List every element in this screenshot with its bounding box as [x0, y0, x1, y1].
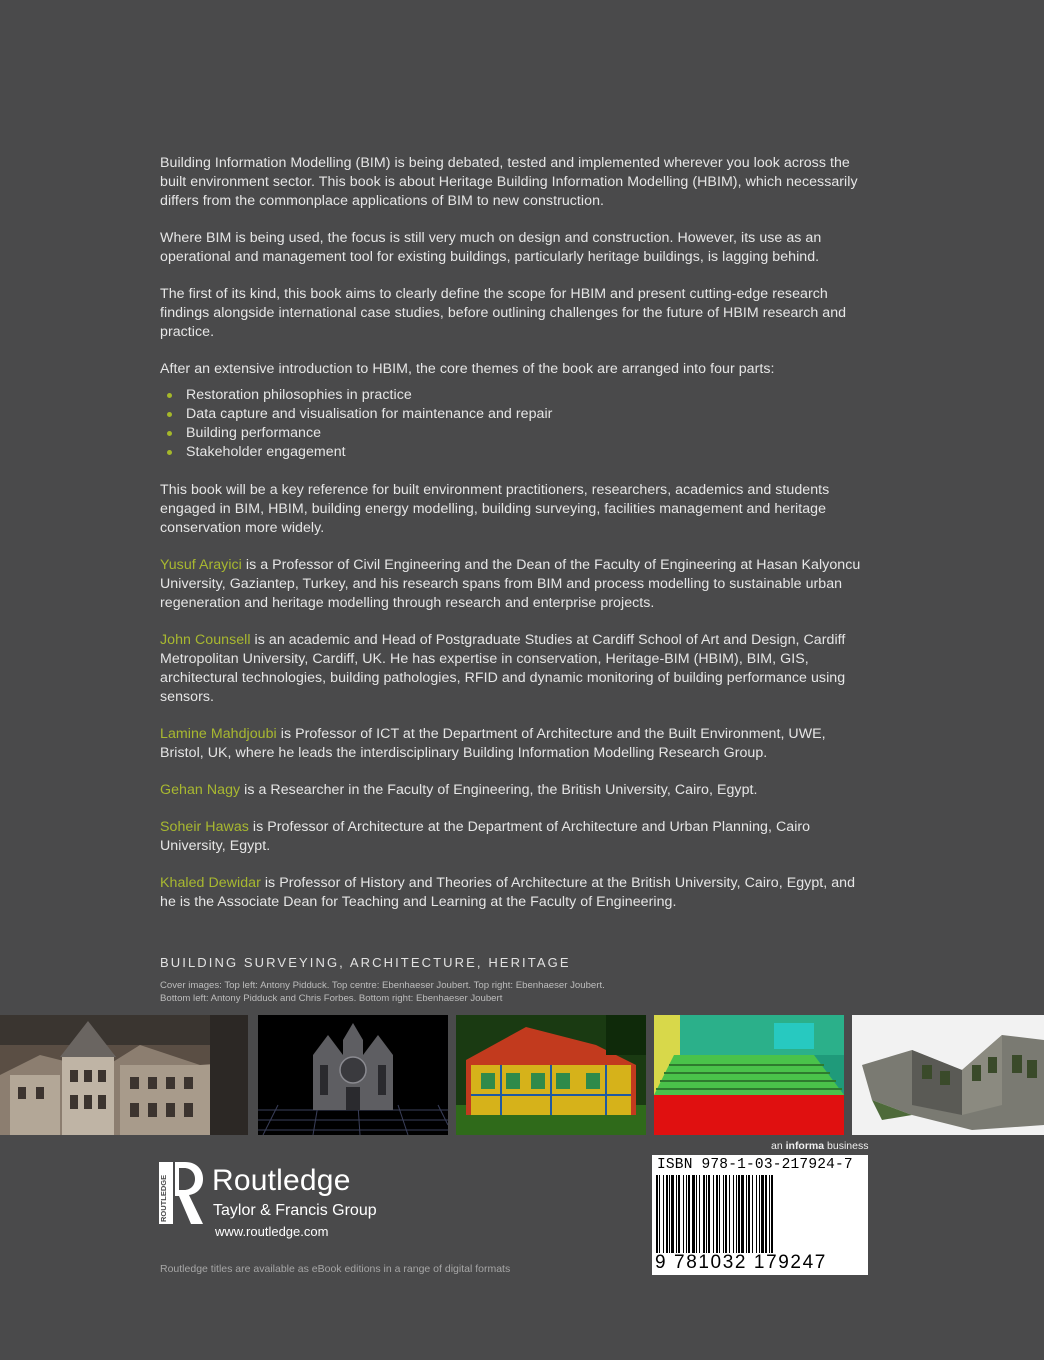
author-bio-text: is Professor of Architecture at the Department of Architecture and Urban Planning, Cairo University, Egypt. [160, 819, 811, 854]
publisher-name: Routledge [212, 1164, 351, 1197]
theme-item: Stakeholder engagement [186, 443, 872, 462]
theme-item: Restoration philosophies in practice [186, 386, 872, 405]
barcode-digits: 9 781032 179247 [655, 1252, 827, 1273]
audience-paragraph: This book will be a key reference for built environment practitioners, researchers, academics and students engaged in BIM, HBIM, building energy modelling, building surveying, facilities management and heritage conservation more widely. [160, 482, 830, 536]
author-bio-text: is Professor of ICT at the Department of Architecture and the Built Environment, UWE, Bristol, UK, where he leads the interdisciplinary Building Information Modelling Research Group. [160, 726, 826, 761]
cover-credits [160, 980, 680, 1005]
scope-paragraph: The first of its kind, this book aims to clearly define the scope for HBIM and present cutting-edge research findings alongside international case studies, before outlining challenges for the future of HBIM research and practice. [160, 286, 847, 340]
routledge-r-mark-icon [159, 1162, 205, 1226]
author-bio-text: is a Professor of Civil Engineering and the Dean of the Faculty of Engineering at Hasan Kalyoncu University, Gaziantep, Turkey, and his research spans from BIM and process modelling to sustainable urban regeneration and heritage modelling through research and enterprise projects. [160, 557, 861, 611]
author-name: Gehan Nagy [160, 782, 241, 798]
credits-line: Cover images: Top left: Antony Pidduck. Top centre: Ebenhaeser Joubert. Top right: Ebenhaeser Joubert. [160, 980, 605, 991]
cover-image-auditorium-scan [654, 1015, 844, 1135]
cover-image-thermal-house [456, 1015, 646, 1135]
subject-line: BUILDING SURVEYING, ARCHITECTURE, HERITAGE [160, 955, 571, 970]
author-bio [160, 725, 872, 763]
author-bio-text: is an academic and Head of Postgraduate Studies at Cardiff School of Art and Design, Cardiff Metropolitan University, Cardiff, UK. He has expertise in conservation, Heritage-BIM (HBIM), BIM, GIS, architectural technologies, building pathologies, RFID and dynamic monitoring of building performance using sensors. [160, 632, 846, 705]
theme-item: Building performance [186, 424, 872, 443]
back-cover-text [160, 154, 872, 930]
themes-intro: After an extensive introduction to HBIM, the core themes of the book are arranged into four parts: [160, 361, 775, 377]
cover-image-point-cloud-cathedral [258, 1015, 448, 1135]
theme-item: Data capture and visualisation for maintenance and repair [186, 405, 872, 424]
isbn-label: ISBN 978-1-03-217924-7 [657, 1157, 853, 1173]
author-bio-text: is a Researcher in the Faculty of Engineering, the British University, Cairo, Egypt. [240, 782, 758, 798]
isbn-barcode [652, 1155, 868, 1275]
themes-list [160, 386, 872, 462]
informa-brand: informa [785, 1140, 825, 1152]
cover-image-heritage-building [0, 1015, 248, 1135]
author-name: John Counsell [160, 632, 251, 648]
author-bio [160, 556, 872, 613]
publisher-group: Taylor & Francis Group [213, 1202, 377, 1219]
focus-paragraph: Where BIM is being used, the focus is still very much on design and construction. However, its use as an operational and management tool for existing buildings, particularly heritage buildings, is lagging behind. [160, 230, 822, 265]
informa-tagline: an informa business [771, 1140, 869, 1152]
credits-line: Bottom left: Antony Pidduck and Chris Forbes. Bottom right: Ebenhaeser Joubert [160, 992, 503, 1004]
author-name: Soheir Hawas [160, 819, 249, 835]
author-name: Khaled Dewidar [160, 875, 261, 891]
cover-image-ruined-building-model [852, 1015, 1044, 1135]
author-bio [160, 631, 872, 707]
intro-paragraph: Building Information Modelling (BIM) is being debated, tested and implemented wherever you look across the built environment sector. This book is about Heritage Building Information Modelling (HBIM), which necessarily differs from the commonplace applications of BIM to new construction. [160, 155, 858, 209]
publisher-url: www.routledge.com [215, 1224, 329, 1239]
routledge-logo [159, 1162, 399, 1242]
author-bio-text: is Professor of History and Theories of Architecture at the British University, Cairo, Egypt, and he is the Associate Dean for Teaching and Learning at the Faculty of Engineering. [160, 875, 856, 910]
author-name: Lamine Mahdjoubi [160, 726, 277, 742]
author-name: Yusuf Arayici [160, 557, 242, 573]
barcode-bars-icon [656, 1175, 864, 1253]
author-bio [160, 874, 872, 912]
author-bio [160, 818, 872, 856]
author-bio [160, 781, 872, 800]
routledge-vertical-mark: ROUTLEDGE [159, 1174, 168, 1222]
ebook-note: Routledge titles are available as eBook editions in a range of digital formats [160, 1263, 511, 1275]
